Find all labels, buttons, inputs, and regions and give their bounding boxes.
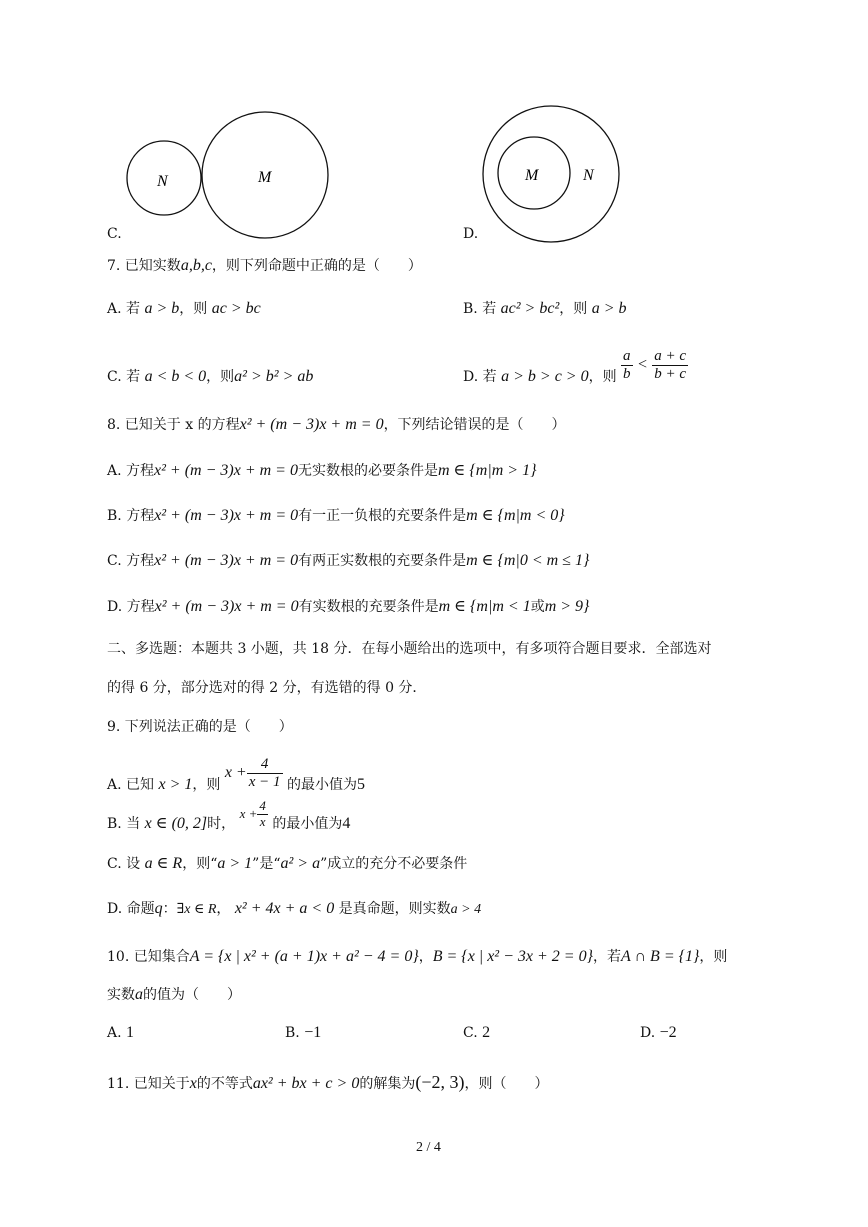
set-m-label: M xyxy=(258,169,272,186)
question-10-stem: 10. 已知集合A = {x | x² + (a + 1)x + a² − 4 = 0}，B = {x | x² − 3x + 2 = 0}，若A ∩ B = {1}，则 xyxy=(107,948,728,965)
question-10-stem-line-2: 实数a的值为（ ） xyxy=(107,986,241,1003)
question-9-option-a: A. 已知 x > 1，则 x + $\frac{4}{x - 1}$ 的最小值为5 xyxy=(107,756,365,793)
fraction-a-plus-c-over-b-plus-c: $\frac{a + c}{b + c}$ xyxy=(654,348,687,382)
question-10-option-b: B. −1 xyxy=(285,1024,322,1041)
section-2-line-2: 的得 6 分，部分选对的得 2 分，有选错的得 0 分． xyxy=(107,680,427,696)
vars: a,b,c xyxy=(180,257,212,274)
question-9-option-c: C. 设 a ∈ R，则“a > 1”是“a² > a”成立的充分不必要条件 xyxy=(107,855,468,872)
set-n-circle xyxy=(483,106,619,242)
venn-figure-d xyxy=(475,100,625,245)
venn-figure-c xyxy=(100,100,340,245)
question-8-option-d: D. 方程x² + (m − 3)x + m = 0有实数根的充要条件是m ∈ {m|m < 1或m > 9} xyxy=(107,598,590,615)
set-n-label: N xyxy=(157,173,168,190)
figure-d-label: D. xyxy=(463,226,479,242)
question-8-stem: 8. 已知关于 x 的方程x² + (m − 3)x + m = 0，下列结论错误的是（ ） xyxy=(107,416,566,433)
question-9-option-b: B. 当 x ∈ (0, 2]时， x + $\frac{4}{x}$ 的最小值为4 xyxy=(107,798,351,832)
question-7-option-d: D. 若 a > b > c > 0，则 $\frac{a}{b}$ < $\frac{a + c}{b + c}$ xyxy=(463,348,687,385)
question-7-option-c: C. 若 a < b < 0，则a² > b² > ab xyxy=(107,368,314,385)
question-8-option-a: A. 方程x² + (m − 3)x + m = 0无实数根的必要条件是m ∈ {m|m > 1} xyxy=(107,462,537,479)
set-n-label: N xyxy=(583,167,594,184)
question-11-stem: 11. 已知关于x的不等式ax² + bx + c > 0的解集为(−2, 3)，则（ ） xyxy=(107,1072,549,1092)
page-number: 2 / 4 xyxy=(416,1140,441,1155)
figure-c-label: C. xyxy=(107,226,122,242)
fraction-4-over-x: $\frac{4}{x}$ xyxy=(259,798,266,829)
question-10-option-a: A. 1 xyxy=(107,1024,135,1041)
fraction-4-over-x-minus-1: $\frac{4}{x - 1}$ xyxy=(248,756,281,790)
question-8-option-b: B. 方程x² + (m − 3)x + m = 0有一正一负根的充要条件是m ∈ {m|m < 0} xyxy=(107,507,565,524)
fraction-a-over-b: $\frac{a}{b}$ xyxy=(623,348,631,382)
question-7-stem: 7. 已知实数a,b,c，则下列命题中正确的是（ ） xyxy=(107,257,422,274)
set-m-label: M xyxy=(525,167,539,184)
question-10-option-d: D. −2 xyxy=(640,1024,677,1041)
question-7-option-a: A. 若 a > b，则 ac > bc xyxy=(107,300,261,317)
question-7-option-b: B. 若 ac² > bc²，则 a > b xyxy=(463,300,627,317)
question-9-stem: 9. 下列说法正确的是（ ） xyxy=(107,719,293,735)
question-8-option-c: C. 方程x² + (m − 3)x + m = 0有两正实数根的充要条件是m ∈ {m|0 < m ≤ 1} xyxy=(107,552,590,569)
section-2-line-1: 二、多选题：本题共 3 小题，共 18 分．在每小题给出的选项中，有多项符合题目要求．全部选对 xyxy=(107,641,712,657)
question-9-option-d: D. 命题q：∃x ∈ R， x² + 4x + a < 0 是真命题，则实数a > 4 xyxy=(107,900,482,917)
question-10-option-c: C. 2 xyxy=(463,1024,491,1041)
